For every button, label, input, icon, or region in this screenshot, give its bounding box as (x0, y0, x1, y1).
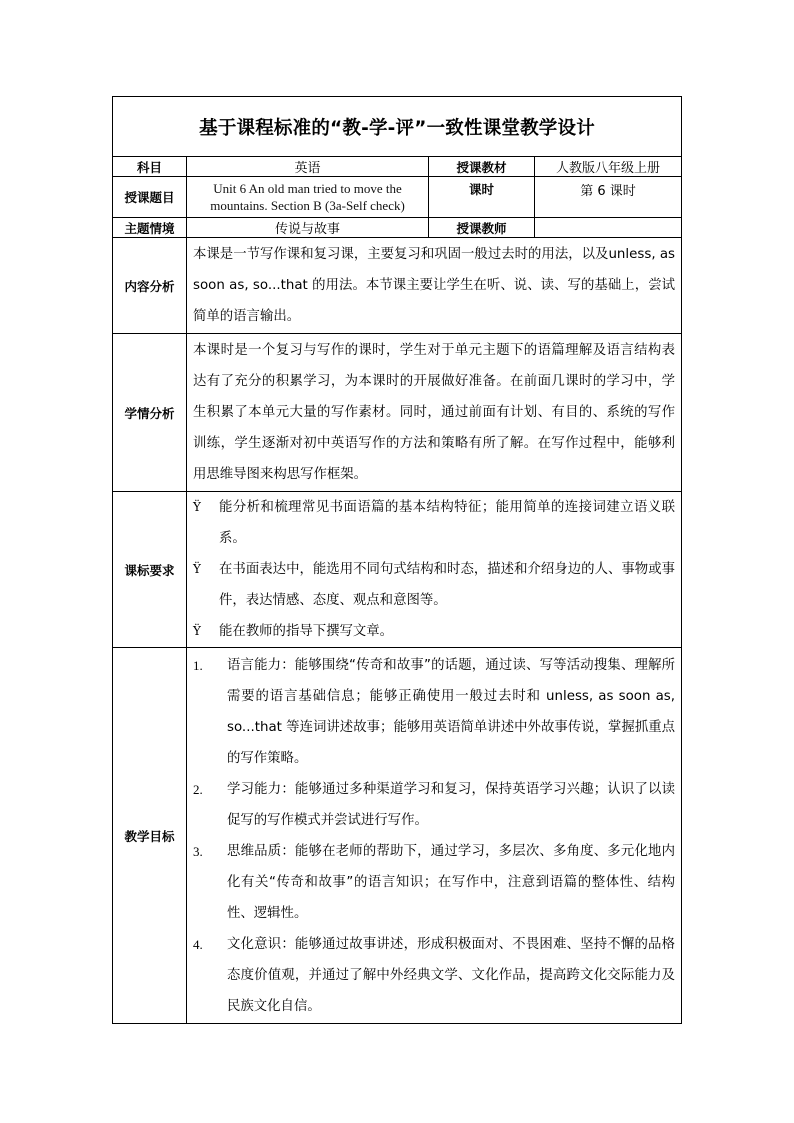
topic-line-1: Unit 6 An old man tried to move the (213, 181, 402, 196)
goal-number: 1. (193, 657, 203, 673)
students-cell (187, 334, 682, 492)
students-row (113, 334, 682, 492)
subject-value: 英语 (187, 157, 429, 177)
standard-text: 在书面表达中，能选用不同句式结构和时态，描述和介绍身边的人、事物或事件，表达情感、态度、观点和意图等。 (219, 562, 676, 608)
content-text: 本课是一节写作课和复习课，主要复习和巩固一般过去时的用法，以及unless, as soon as, so...that 的用法。本节课主要让学生在听、说、读、写的基础上，尝试简单的语言输出。 (193, 247, 676, 324)
topic-row (113, 177, 682, 218)
students-label: 学情分析 (113, 334, 187, 492)
standards-cell (187, 492, 682, 648)
goals-cell (187, 648, 682, 1024)
textbook-value: 人教版八年级上册 (535, 157, 682, 177)
lesson-plan-table (112, 96, 682, 1024)
goal-text: 思维品质：能够在老师的帮助下，通过学习，多层次、多角度、多元化地内化有关“传奇和故事”的语言知识；在写作中，注意到语篇的整体性、结构性、逻辑性。 (227, 843, 676, 921)
theme-label: 主题情境 (113, 218, 187, 238)
students-text: 本课时是一个复习与写作的课时，学生对于单元主题下的语篇理解及语言结构表达有了充分的积累学习，为本课时的开展做好准备。在前面几课时的学习中，学生积累了本单元大量的写作素材。同时，通过前面有计划、有目的、系统的写作训练，学生逐渐对初中英语写作的方法和策略有所了解。在写作过程中，能够利用思维导图来构思写作框架。 (193, 343, 676, 482)
bullet-icon: Ÿ (193, 624, 201, 638)
subject-row (113, 157, 682, 177)
goal-item (187, 929, 681, 1022)
topic-label: 授课题目 (113, 177, 187, 218)
standards-label: 课标要求 (113, 492, 187, 648)
theme-value: 传说与故事 (187, 218, 429, 238)
topic-value (187, 177, 429, 218)
standard-item (187, 554, 681, 616)
standard-item (187, 492, 681, 554)
period-label: 课时 (429, 177, 535, 218)
goal-text: 文化意识：能够通过故事讲述，形成积极面对、不畏困难、坚持不懈的品格态度价值观，并通过了解中外经典文学、文化作品，提高跨文化交际能力及民族文化自信。 (227, 936, 676, 1014)
goal-text: 学习能力：能够通过多种渠道学习和复习，保持英语学习兴趣；认识了以读促写的写作模式并尝试进行写作。 (227, 781, 676, 828)
goal-item (187, 836, 681, 929)
subject-label: 科目 (113, 157, 187, 177)
bullet-icon: Ÿ (193, 562, 201, 576)
goals-row (113, 648, 682, 1024)
goal-number: 2. (193, 781, 203, 797)
period-value: 第 6 课时 (535, 177, 682, 218)
standard-item (187, 616, 681, 647)
theme-row (113, 218, 682, 238)
goal-text: 语言能力：能够围绕“传奇和故事”的话题，通过读、写等活动搜集、理解所需要的语言基础信息；能够正确使用一般过去时和 unless, as soon as, so...that 等连词讲述故事；能够用英语简单讲述中外故事传说，掌握抓重点的写作策略。 (227, 657, 676, 766)
goal-number: 4. (193, 936, 203, 952)
content-label: 内容分析 (113, 238, 187, 334)
textbook-label: 授课教材 (429, 157, 535, 177)
goal-item (187, 650, 681, 774)
content-cell (187, 238, 682, 334)
page-title: 基于课程标准的“教-学-评”一致性课堂教学设计 (113, 97, 682, 157)
goal-item (187, 774, 681, 836)
bullet-icon: Ÿ (193, 500, 201, 514)
standard-text: 能分析和梳理常见书面语篇的基本结构特征；能用简单的连接词建立语义联系。 (219, 500, 676, 546)
teacher-label: 授课教师 (429, 218, 535, 238)
standard-text: 能在教师的指导下撰写文章。 (219, 624, 394, 639)
title-row (113, 97, 682, 157)
topic-line-2: mountains. Section B (3a-Self check) (210, 198, 405, 213)
teacher-value (535, 218, 682, 238)
goal-number: 3. (193, 843, 203, 859)
goals-label: 教学目标 (113, 648, 187, 1024)
content-row (113, 238, 682, 334)
standards-row (113, 492, 682, 648)
